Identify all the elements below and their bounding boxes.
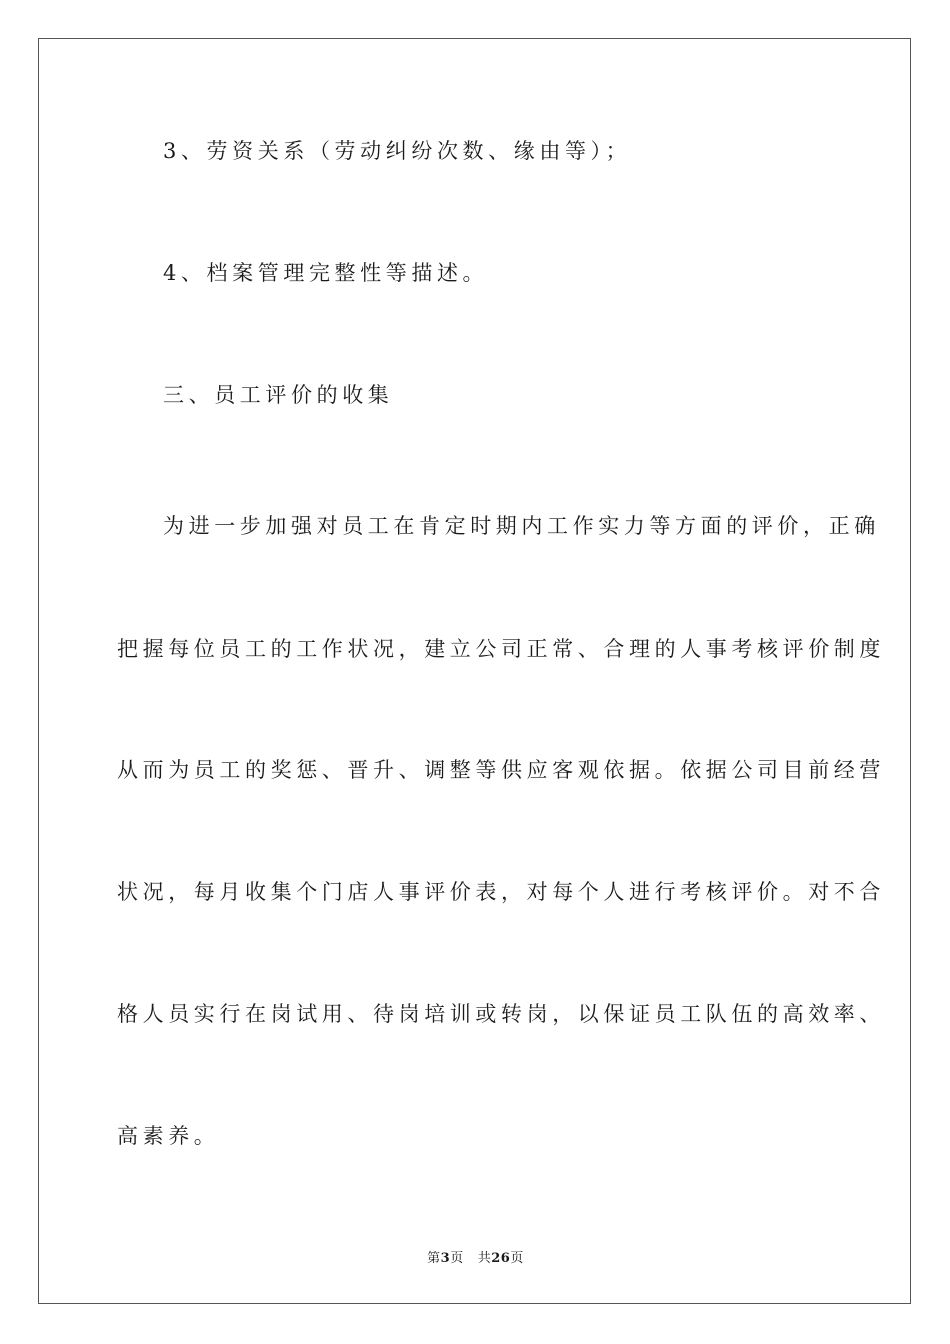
page-prefix: 第 xyxy=(427,1251,441,1266)
page-footer xyxy=(39,1247,912,1266)
body-line-3: 从而为员工的奖惩、晋升、调整等供应客观依据。依据公司目前经营 xyxy=(117,758,885,782)
body-line-1: 为进一步加强对员工在肯定时期内工作实力等方面的评价，正确 xyxy=(163,514,880,538)
body-line-2: 把握每位员工的工作状况，建立公司正常、合理的人事考核评价制度 xyxy=(117,637,885,661)
paragraph-archive-management: 4、档案管理完整性等描述。 xyxy=(163,261,489,285)
total-suffix: 页 xyxy=(510,1251,524,1266)
body-line-5: 格人员实行在岗试用、待岗培训或转岗，以保证员工队伍的高效率、 xyxy=(117,1002,885,1026)
body-line-6: 高素养。 xyxy=(117,1124,220,1148)
paragraph-labor-relations: 3、劳资关系（劳动纠纷次数、缘由等）； xyxy=(163,139,632,163)
page-number: 3 xyxy=(440,1251,451,1266)
page-frame xyxy=(38,38,911,1304)
body-line-4: 状况，每月收集个门店人事评价表，对每个人进行考核评价。对不合 xyxy=(117,880,885,904)
section-heading-employee-evaluation: 三、员工评价的收集 xyxy=(163,383,394,407)
page-suffix: 页 xyxy=(450,1251,464,1266)
total-prefix: 共 xyxy=(477,1251,492,1266)
total-pages: 26 xyxy=(491,1251,511,1266)
